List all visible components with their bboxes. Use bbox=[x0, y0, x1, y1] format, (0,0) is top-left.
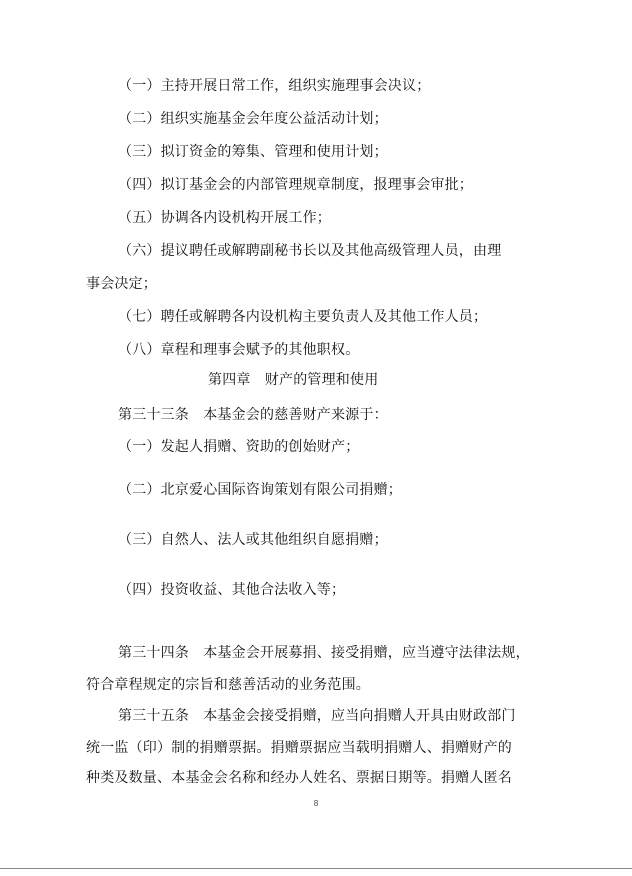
article-35-cont-1: 统一监（印）制的捐赠票据。捐赠票据应当载明捐赠人、捐赠财产的 bbox=[86, 740, 512, 756]
item-line-8: （八）章程和理事会赋予的其他职权。 bbox=[118, 342, 360, 358]
chapter-heading: 第四章 财产的管理和使用 bbox=[208, 372, 379, 388]
article-35: 第三十五条 本基金会接受捐赠，应当向捐赠人开具由财政部门 bbox=[118, 708, 516, 724]
item-line-6-cont: 事会决定； bbox=[86, 276, 157, 292]
item-line-3: （三）拟订资金的筹集、管理和使用计划； bbox=[118, 144, 388, 160]
item-line-7: （七）聘任或解聘各内设机构主要负责人及其他工作人员； bbox=[118, 309, 488, 325]
article-34-cont: 符合章程规定的宗旨和慈善活动的业务范围。 bbox=[86, 677, 370, 693]
article-33: 第三十三条 本基金会的慈善财产来源于： bbox=[118, 407, 388, 423]
item-line-1: （一）主持开展日常工作，组织实施理事会决议； bbox=[118, 78, 431, 94]
item-line-5: （五）协调各内设机构开展工作； bbox=[118, 210, 331, 226]
item-line-4: （四）拟订基金会的内部管理规章制度，报理事会审批； bbox=[118, 177, 473, 193]
source-line-1: （一）发起人捐赠、资助的创始财产； bbox=[118, 439, 360, 455]
bottom-rule bbox=[0, 868, 632, 869]
item-line-6: （六）提议聘任或解聘副秘书长以及其他高级管理人员，由理 bbox=[118, 243, 502, 259]
source-line-3: （三）自然人、法人或其他组织自愿捐赠； bbox=[118, 532, 388, 548]
source-line-2: （二）北京爱心国际咨询策划有限公司捐赠； bbox=[118, 482, 402, 498]
source-line-4: （四）投资收益、其他合法收入等； bbox=[118, 582, 346, 598]
page-number: 8 bbox=[313, 799, 319, 808]
item-line-2: （二）组织实施基金会年度公益活动计划； bbox=[118, 111, 388, 127]
article-34: 第三十四条 本基金会开展募捐、接受捐赠，应当遵守法律法规， bbox=[118, 645, 530, 661]
article-35-cont-2: 种类及数量、本基金会名称和经办人姓名、票据日期等。捐赠人匿名 bbox=[86, 770, 512, 786]
